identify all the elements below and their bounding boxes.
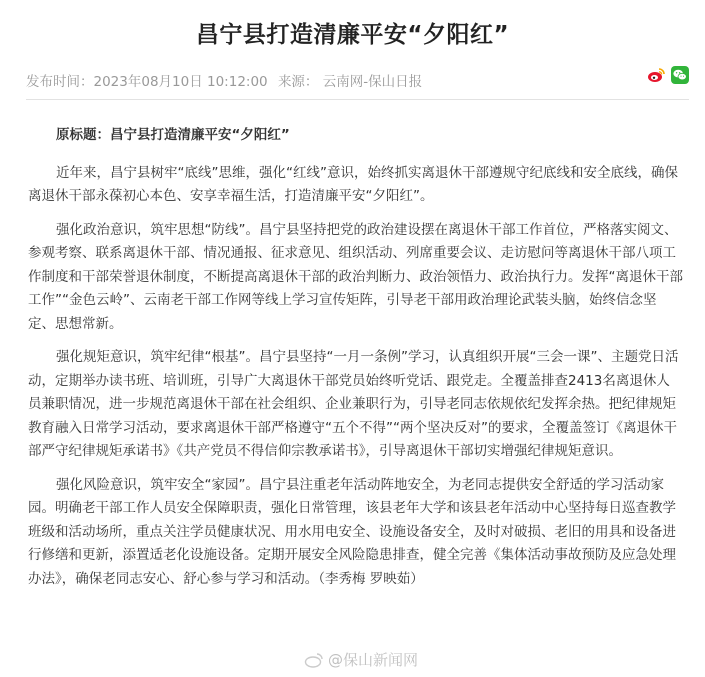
publish-time: 发布时间：2023年08月10日 10:12:00 <box>26 74 268 90</box>
paragraph: 近年来，昌宁县树牢“底线”思维，强化“红线”意识，始终抓实离退休干部遵规守纪底线和安全底线，确保离退休干部永葆初心本色、安享幸福生活，打造清廉平安“夕阳红”。 <box>28 164 678 204</box>
article-title: 昌宁县打造清廉平安“夕阳红” <box>195 22 510 48</box>
article-source: 来源： 云南网-保山日报 <box>277 74 423 90</box>
article-meta <box>26 70 428 90</box>
share-bar <box>647 66 689 84</box>
header-divider <box>26 99 689 100</box>
original-title: 原标题：昌宁县打造清廉平安“夕阳红” <box>56 127 290 143</box>
weibo-watermark-icon <box>304 652 324 668</box>
paragraph: 强化政治意识，筑牢思想“防线”。昌宁县坚持把党的政治建设摆在离退休干部工作首位，严格落实阅文、参观考察、联系离退休干部、情况通报、征求意见、组织活动、列席重要会议、走访慰问等离退休干部八项工作制度和干部荣誉退休制度，不断提高离退休干部的政治判断力、政治领悟力、政治执行力。发挥“离退休干部工作”“金色云岭”、云南老干部工作网等线上学习宣传矩阵，引导老干部用政治理论武装头脑，始终信念坚定、思想常新。 <box>28 221 683 332</box>
wechat-icon[interactable] <box>671 66 689 84</box>
watermark <box>304 649 418 670</box>
paragraph: 强化风险意识，筑牢安全“家园”。昌宁县注重老年活动阵地安全，为老同志提供安全舒适的学习活动家园。明确老干部工作人员安全保障职责，强化日常管理，该县老年大学和该县老年活动中心坚持每日巡查教学班级和活动场所，重点关注学员健康状况、用水用电安全、设施设备安全，及时对破损、老旧的用具和设备进行修缮和更新，添置适老化设施设备。定期开展安全风险隐患排查，健全完善《集体活动事故预防及应急处理办法》，确保老同志安心、舒心参与学习和活动。（李秀梅 罗映茹） <box>28 476 676 587</box>
watermark-text: @保山新闻网 <box>328 651 419 669</box>
article-body <box>28 124 683 601</box>
weibo-icon[interactable] <box>647 66 665 84</box>
paragraph: 强化规矩意识，筑牢纪律“根基”。昌宁县坚持“一月一条例”学习，认真组织开展“三会一课”、主题党日活动，定期举办读书班、培训班，引导广大离退休干部党员始终听党话、跟党走。全覆盖排查2413名离退休人员兼职情况，进一步规范离退休干部在社会组织、企业兼职行为，引导老同志依规依纪发挥余热。把纪律规矩教育融入日常学习活动，要求离退休干部严格遵守“五个不得”“两个坚决反对”的要求，全覆盖签订《离退休干部严守纪律规矩承诺书》《共产党员不得信仰宗教承诺书》，引导离退休干部切实增强纪律规矩意识。 <box>28 349 679 459</box>
